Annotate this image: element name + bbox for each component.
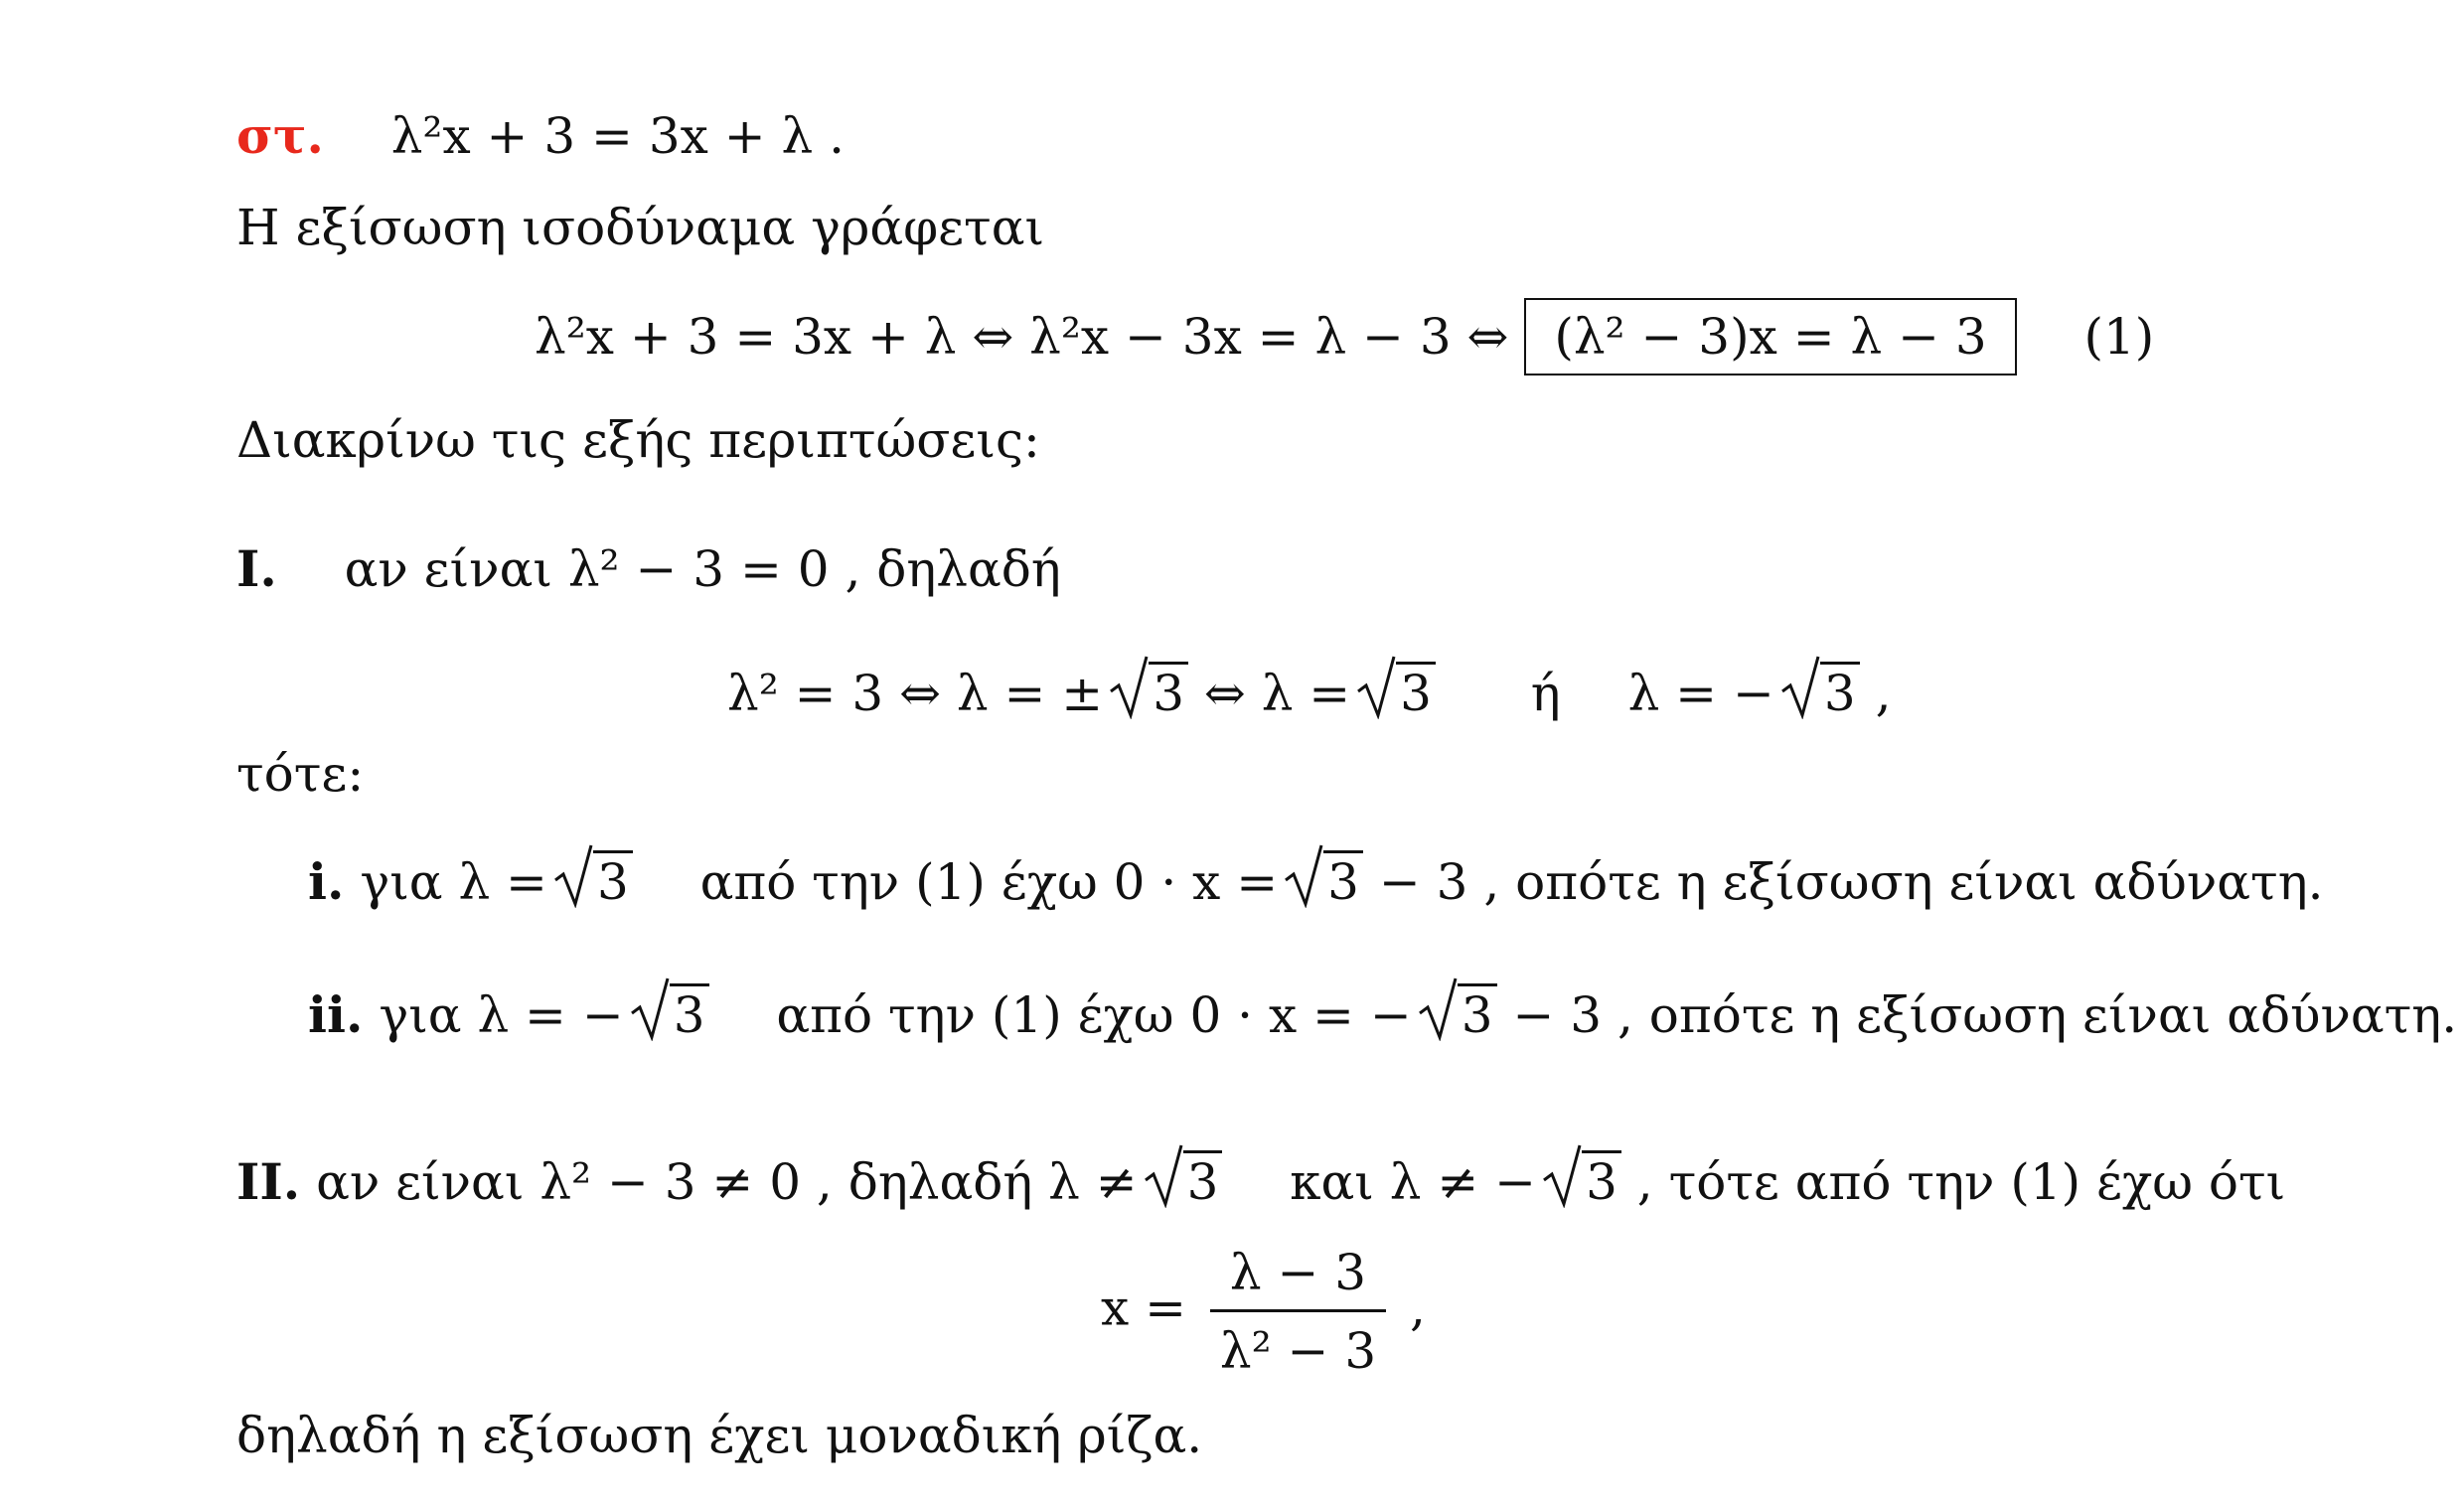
case1-label: I. [236,539,277,598]
sqrt-3 [1109,662,1188,722]
intro-text: Η εξίσωση ισοδύναμα γράφεται [236,199,1045,256]
sub-case-i [308,850,2324,911]
sqrt-radicand: 3 [1149,662,1188,718]
then-label: τότε: [236,745,365,803]
sqrt-3 [1144,1150,1223,1211]
sqrt-radicand: 3 [670,983,709,1040]
sub-ii-label: ii. [308,985,364,1044]
cases-intro: Διακρίνω τις εξής περιπτώσεις: [236,411,1040,469]
case2-part-b: και λ ≠ − [1290,1153,1537,1211]
main-equation [535,298,2154,376]
sqrt-3 [1418,983,1497,1044]
fraction [1210,1244,1386,1380]
sub-i-part-a: για λ = [360,853,547,911]
sqrt-3 [1780,662,1860,722]
sqrt-radicand: 3 [1396,662,1436,718]
sqrt-radicand: 3 [1183,1150,1223,1207]
sub-ii-part-b: από την (1) έχω 0 · x = − [776,986,1412,1044]
problem-line [236,106,846,165]
equation-number: (1) [2083,308,2155,366]
sub-i-part-c: − 3 , οπότε η εξίσωση είναι αδύνατη. [1378,853,2324,911]
sqrt-radicand: 3 [1582,1150,1621,1207]
fraction-lhs: x = [1101,1278,1186,1337]
part-label: στ. [236,106,324,165]
case2-part-a: αν είναι λ² − 3 ≠ 0 , δηλαδή λ ≠ [316,1153,1138,1211]
case1-eq-comma: , [1875,665,1892,722]
case1-eq-part-a: λ² = 3 ⇔ λ = ± [727,665,1104,722]
sub-ii-part-c: − 3 , οπότε η εξίσωση είναι αδύνατη. [1512,986,2458,1044]
sqrt-radicand: 3 [1820,662,1860,718]
case1-that-is: δηλαδή [876,540,1061,598]
fraction-denominator: λ² − 3 [1219,1322,1377,1380]
sqrt-3 [1356,662,1436,722]
sqrt-3 [553,850,633,911]
case1-or: ή [1530,665,1561,722]
sub-i-label: i. [308,852,345,911]
fraction-equation [1101,1244,1426,1380]
case1-line [236,539,1061,598]
sqrt-radicand: 3 [1458,983,1497,1040]
main-equation-chain: λ²x + 3 = 3x + λ ⇔ λ²x − 3x = λ − 3 ⇔ [535,308,1509,366]
sqrt-radicand: 3 [1323,850,1363,907]
case2-label: II. [236,1152,301,1211]
problem-equation: λ²x + 3 = 3x + λ . [390,107,846,165]
sqrt-radicand: 3 [593,850,633,907]
fraction-numerator: λ − 3 [1210,1248,1386,1312]
case2-part-c: , τότε από την (1) έχω ότι [1636,1153,2286,1211]
case1-condition: αν είναι λ² − 3 = 0 , [344,540,861,598]
fraction-comma: , [1410,1278,1426,1337]
sqrt-3 [1284,850,1363,911]
sqrt-3 [1542,1150,1621,1211]
sqrt-3 [630,983,709,1044]
case1-eq-part-b: ⇔ λ = [1203,665,1351,722]
sub-ii-part-a: για λ = − [379,986,624,1044]
sub-i-part-b: από την (1) έχω 0 · x = [699,853,1279,911]
case2-line [236,1150,2286,1211]
case1-eq-part-d: λ = − [1627,665,1774,722]
conclusion-text: δηλαδή η εξίσωση έχει μοναδική ρίζα. [236,1407,1203,1464]
boxed-equation: (λ² − 3)x = λ − 3 [1524,298,2016,376]
case1-equation [727,662,1892,722]
sub-case-ii [308,983,2458,1044]
